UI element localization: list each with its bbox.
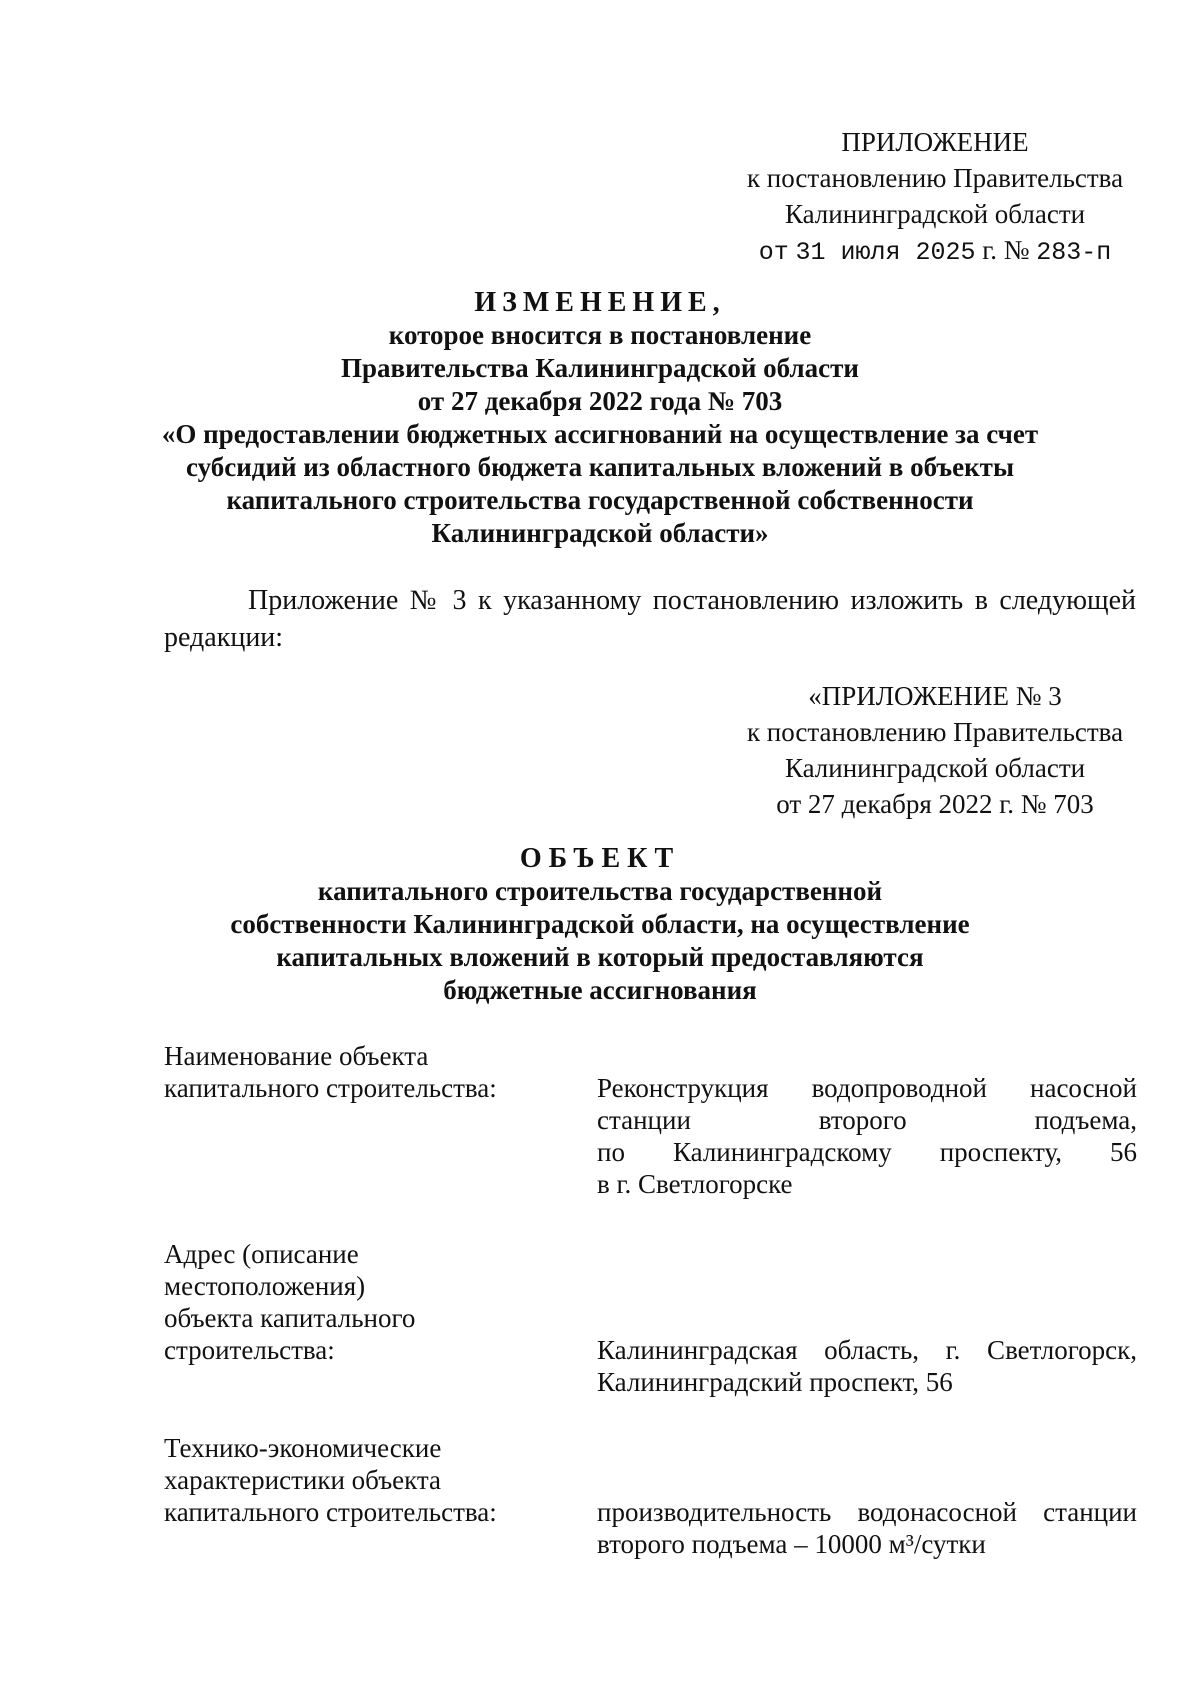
appendix3-title: «ПРИЛОЖЕНИЕ № 3 <box>808 681 1062 711</box>
field-value-line: второго подъема – 10000 м³/сутки <box>597 1529 986 1559</box>
field-label-line: строительства: <box>164 1335 335 1365</box>
amendment-line: от 27 декабря 2022 года № 703 <box>417 386 783 416</box>
body-paragraph <box>164 582 1136 656</box>
field-name-label <box>164 1040 584 1104</box>
amendment-line: субсидий из областного бюджета капитальных вложений в объекты <box>185 452 1015 482</box>
field-value-line: Калининградский проспект, 56 <box>597 1367 953 1397</box>
paragraph-text-1: Приложение № 3 к указанному постановлению изложить в следующей <box>248 585 1136 616</box>
amendment-line: Правительства Калининградской области <box>341 353 859 383</box>
appendix3-line-3: от 27 декабря 2022 г. № 703 <box>776 789 1094 819</box>
field-address-label <box>164 1238 584 1366</box>
approval-date-prefix: от <box>758 238 789 267</box>
object-heading: ОБЪЕКТ <box>519 843 681 874</box>
object-line: бюджетные ассигнования <box>443 975 757 1005</box>
amendment-line: капитального строительства государственной собственности <box>226 485 974 515</box>
approval-line-2: Калининградской области <box>784 199 1086 229</box>
amendment-heading: ИЗМЕНЕНИЕ, <box>474 287 726 318</box>
field-label-line: местоположения) <box>164 1271 366 1301</box>
field-label-line: капитального строительства: <box>164 1497 497 1527</box>
approval-date-line <box>740 232 1130 271</box>
approval-date-value: 31 июля 2025 <box>795 238 976 267</box>
field-value-line: Реконструкция водопроводной насосной <box>597 1073 1137 1103</box>
amendment-title <box>150 286 1050 550</box>
approval-title: ПРИЛОЖЕНИЕ <box>841 127 1029 157</box>
object-line: капитальных вложений в который предоставляются <box>276 942 924 972</box>
field-label-line: объекта капитального <box>164 1303 416 1333</box>
object-line: капитального строительства государственной <box>317 876 883 906</box>
field-label-line: характеристики объекта <box>164 1465 442 1495</box>
field-tech-value <box>597 1496 1137 1560</box>
paragraph-line-2: редакции: <box>164 622 284 653</box>
field-label-line: Наименование объекта <box>164 1041 429 1071</box>
approval-header <box>740 124 1130 271</box>
object-title <box>150 842 1050 1007</box>
field-address-value <box>597 1334 1137 1398</box>
appendix3-line-2: Калининградской области <box>784 753 1086 783</box>
field-tech-label <box>164 1432 584 1528</box>
field-value-line: производительность водонасосной станции <box>597 1497 1137 1527</box>
appendix3-line-1: к постановлению Правительства <box>746 717 1124 747</box>
field-label-line: Технико-экономические <box>164 1433 442 1463</box>
paragraph-line-1 <box>164 582 1136 619</box>
field-value-line: в г. Светлогорске <box>597 1169 793 1199</box>
appendix3-header <box>740 678 1130 822</box>
approval-line-1: к постановлению Правительства <box>746 163 1124 193</box>
field-value-line: по Калининградскому проспекту, 56 <box>597 1137 1137 1167</box>
amendment-line: Калининградской области» <box>431 518 769 548</box>
amendment-line: которое вносится в постановление <box>388 320 812 350</box>
field-label-line: Адрес (описание <box>164 1239 359 1269</box>
amendment-line: «О предоставлении бюджетных ассигнований на осуществление за счет <box>161 419 1039 449</box>
approval-date-mid: г. № <box>982 235 1030 265</box>
field-name-value <box>597 1072 1137 1200</box>
object-line: собственности Калининградской области, на осуществление <box>230 909 970 939</box>
field-label-line: капитального строительства: <box>164 1073 497 1103</box>
field-value-line: Калининградская область, г. Светлогорск, <box>597 1335 1137 1365</box>
field-value-line: станции второго подъема, <box>597 1105 1137 1135</box>
approval-number: 283-п <box>1036 238 1112 267</box>
